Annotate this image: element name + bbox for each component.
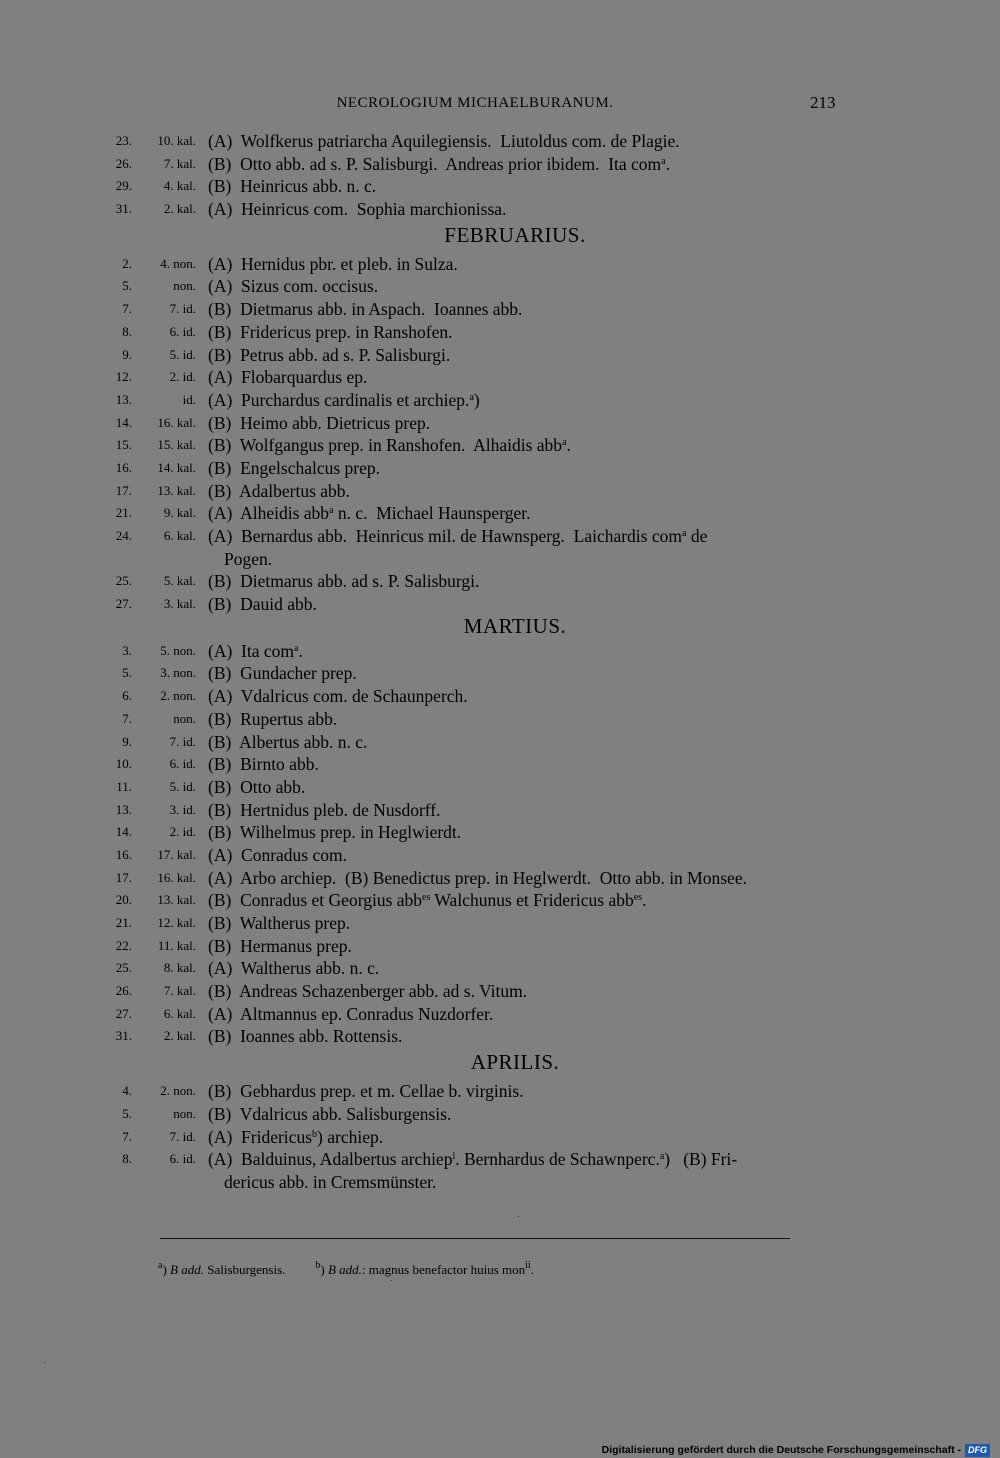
- entry-day: 21.: [115, 505, 132, 521]
- entry-segment: ): [473, 389, 480, 410]
- entry-roman-date: 2. id.: [169, 824, 196, 840]
- entry-day: 14.: [115, 414, 132, 430]
- entry-row: [0, 173, 1000, 196]
- entry-segment: (B) Dietmarus abb. in Aspach. Ioannes abb.: [208, 299, 523, 320]
- entry-text: [208, 1025, 838, 1048]
- entry-text: [208, 344, 838, 367]
- superscript: es: [633, 892, 643, 904]
- entry-roman-date: 12. kal.: [157, 915, 196, 931]
- entry-segment: (A) Flobarquardus ep.: [208, 367, 368, 388]
- entry-text: [208, 776, 838, 799]
- entry-segment: (A) Altmannus ep. Conradus Nuzdorfer.: [208, 1003, 494, 1024]
- entry-row: [0, 865, 1000, 888]
- entry-row: [0, 955, 1000, 978]
- entry-text: [208, 844, 838, 867]
- entry-row: [0, 1101, 1000, 1124]
- entry-segment: (B) Wilhelmus prep. in Heglwierdt.: [208, 822, 462, 843]
- footnote-text: : magnus benefactor huius mon: [361, 1262, 526, 1277]
- entry-row: [0, 1124, 1000, 1147]
- entry-roman-date: 8. kal.: [163, 960, 196, 976]
- entry-row: [0, 342, 1000, 365]
- entry-text: [208, 708, 838, 731]
- entry-row: [0, 455, 1000, 478]
- entry-text: [208, 593, 838, 616]
- entry-roman-date: 7. id.: [169, 301, 196, 317]
- entry-segment: .: [566, 435, 571, 456]
- entry-segment: (B) Gebhardus prep. et m. Cellae b. virginis.: [208, 1081, 524, 1102]
- entry-roman-date: non.: [173, 278, 196, 294]
- entry-row: [0, 683, 1000, 706]
- entry-text: [208, 867, 838, 890]
- footnote-mark: a: [158, 1260, 163, 1271]
- footnotes: [158, 1262, 564, 1278]
- entry-segment: . Bernhardus de Schawnperc.: [455, 1149, 660, 1170]
- entry-day: 12.: [115, 369, 132, 385]
- month-heading: APRILIS.: [470, 1050, 560, 1075]
- entry-roman-date: 2. non.: [160, 688, 196, 704]
- superscript: a: [682, 528, 687, 539]
- superscript: a: [294, 642, 299, 654]
- entry-roman-date: 9. kal.: [163, 505, 196, 521]
- entry-segment: (B) Engelschalcus prep.: [208, 457, 381, 478]
- footnote-source: B add.: [170, 1262, 204, 1277]
- dfg-logo-icon: DFG: [965, 1444, 990, 1457]
- entry-segment: (B) Andreas Schazenberger abb. ad s. Vitum.: [208, 981, 528, 1002]
- entry-roman-date: 6. id.: [169, 756, 196, 772]
- entry-row: [0, 910, 1000, 933]
- entry-row: [0, 296, 1000, 319]
- entry-day: 7.: [122, 1128, 132, 1144]
- entry-segment: (A) Balduinus, Adalbertus archiep: [208, 1149, 453, 1170]
- entry-segment: .: [642, 890, 647, 911]
- entry-text: [208, 753, 838, 776]
- page-number: 213: [810, 93, 836, 112]
- entry-text: [208, 731, 838, 754]
- entry-text: [208, 298, 838, 321]
- entry-row: [0, 128, 1000, 151]
- entry-segment: (B) Fridericus prep. in Ranshofen.: [208, 321, 453, 342]
- entry-roman-date: 13. kal.: [157, 482, 196, 498]
- entry-segment: (A) Alheidis abb: [208, 503, 330, 524]
- entry-row: [0, 478, 1000, 501]
- footnote: $^b$) B add.: magnus benefactor huius mon$^{ii}$.: [315, 1260, 534, 1277]
- entry-day: 23.: [115, 133, 132, 148]
- entry-day: 24.: [115, 528, 132, 543]
- entry-row: [0, 751, 1000, 774]
- entry-segment: (A) Conradus com.: [208, 844, 348, 865]
- entry-segment: n. c. Michael Haunsperger.: [333, 503, 531, 524]
- entry-roman-date: 2. kal.: [163, 201, 196, 217]
- entry-segment: (B) Dietmarus abb. ad s. P. Salisburgi.: [208, 571, 480, 592]
- entry-day: 16.: [115, 459, 132, 475]
- entry-segment: (B) Otto abb. ad s. P. Salisburgi. Andreas prior ibidem. Ita com: [208, 153, 662, 174]
- entry-row: [0, 151, 1000, 174]
- entry-text: [208, 153, 838, 176]
- entry-segment: (B) Otto abb.: [208, 776, 306, 797]
- entry-row: [0, 660, 1000, 683]
- entry-roman-date: 5. id.: [169, 346, 196, 362]
- entry-row: [0, 706, 1000, 729]
- entry-text: [208, 821, 838, 844]
- entry-text: [208, 1126, 838, 1149]
- entry-day: 7.: [122, 710, 132, 726]
- entry-row: [0, 196, 1000, 219]
- entry-segment: (B) Birnto abb.: [208, 754, 319, 775]
- entry-day: 11.: [116, 778, 132, 794]
- entry-day: 26.: [115, 983, 132, 999]
- entry-row: [0, 978, 1000, 1001]
- entry-day: 15.: [115, 437, 132, 453]
- entry-roman-date: 10. kal.: [157, 133, 196, 148]
- entry-day: 5.: [122, 665, 132, 681]
- entry-text: [208, 957, 838, 980]
- entry-text: [208, 685, 838, 708]
- entry-text: [208, 1148, 838, 1193]
- entry-day: 27.: [115, 596, 132, 612]
- entry-day: 8.: [122, 323, 132, 339]
- entry-segment: (A) Fridericus: [208, 1126, 313, 1147]
- entry-row: [0, 387, 1000, 410]
- dfg-credit: [602, 1443, 990, 1457]
- entry-segment: (B) Hermanus prep.: [208, 935, 352, 956]
- entry-segment: ) archiep.: [317, 1126, 384, 1147]
- entry-roman-date: 6. id.: [169, 1151, 196, 1167]
- entry-row: [0, 1146, 1000, 1191]
- entry-roman-date: id.: [182, 391, 196, 407]
- entry-row: [0, 842, 1000, 865]
- entry-row: [0, 638, 1000, 661]
- superscript: a: [562, 437, 567, 449]
- entry-day: 10.: [115, 756, 132, 772]
- month-heading: FEBRUARIUS.: [444, 222, 586, 247]
- entry-day: 16.: [115, 846, 132, 862]
- superscript: a: [661, 155, 666, 167]
- entry-roman-date: 5. kal.: [163, 573, 196, 589]
- entry-segment: (B) Albertus abb. n. c.: [208, 731, 368, 752]
- entry-text: [208, 412, 838, 435]
- entry-text: [208, 130, 838, 153]
- entry-segment: (B) Gundacher prep.: [208, 663, 357, 684]
- entry-segment: (A) Wolfkerus patriarcha Aquilegiensis. Liutoldus com. de Plagie.: [208, 131, 680, 151]
- entry-day: 29.: [115, 178, 132, 194]
- entry-day: 31.: [115, 201, 132, 217]
- entry-row: [0, 273, 1000, 296]
- entry-roman-date: 15. kal.: [157, 437, 196, 453]
- entry-segment: Walchunus et Fridericus abb: [430, 890, 634, 911]
- entry-day: 2.: [122, 255, 132, 271]
- entry-segment: (B) Heimo abb. Dietricus prep.: [208, 412, 431, 433]
- entry-roman-date: 16. kal.: [157, 414, 196, 430]
- footnote-rule: [160, 1238, 790, 1239]
- entry-segment: (B) Dauid abb.: [208, 594, 317, 615]
- entry-roman-date: 2. non.: [160, 1083, 196, 1099]
- entry-text: [208, 366, 838, 389]
- entry-row: [0, 319, 1000, 342]
- entry-roman-date: non.: [173, 710, 196, 726]
- entry-roman-date: 16. kal.: [157, 869, 196, 885]
- entry-text: [208, 980, 838, 1003]
- entry-text: [208, 640, 838, 663]
- entry-segment: (B) Adalbertus abb.: [208, 480, 350, 501]
- entry-row: [0, 500, 1000, 523]
- entry-text: [208, 389, 838, 412]
- entry-text: [208, 570, 838, 593]
- entry-segment: (A) Bernardus abb. Heinricus mil. de Hawnsperg. Laichardis com: [208, 526, 682, 546]
- entry-row: [0, 591, 1000, 614]
- necrology-entries: [0, 128, 1000, 1192]
- superscript: a: [659, 1151, 665, 1163]
- entry-day: 13.: [115, 391, 132, 407]
- entry-segment: (B) Petrus abb. ad s. P. Salisburgi.: [208, 344, 451, 365]
- entry-text: [208, 912, 838, 935]
- entry-segment: (A) Vdalricus com. de Schaunperch.: [208, 686, 468, 707]
- entry-day: 26.: [115, 155, 132, 171]
- entry-segment: (B) Hertnidus pleb. de Nusdorff.: [208, 799, 441, 820]
- entry-roman-date: 2. id.: [169, 369, 196, 385]
- entry-roman-date: 7. id.: [169, 1128, 196, 1144]
- entry-day: 5.: [122, 1105, 132, 1121]
- superscript: ii: [525, 1260, 531, 1271]
- entry-text: [208, 935, 838, 958]
- entry-day: 9.: [122, 733, 132, 749]
- running-title: NECROLOGIUM MICHAELBURANUM.: [336, 95, 614, 111]
- entry-segment: (B) Wolfgangus prep. in Ranshofen. Alhaidis abb: [208, 435, 563, 456]
- entry-row: [0, 568, 1000, 591]
- entry-roman-date: 14. kal.: [157, 459, 196, 475]
- entry-roman-date: 4. kal.: [163, 178, 196, 194]
- entry-roman-date: 3. kal.: [163, 596, 196, 612]
- entry-roman-date: 7. kal.: [163, 983, 196, 999]
- entry-text: [208, 457, 838, 480]
- entry-day: 9.: [122, 346, 132, 362]
- entry-segment: ) (B) Fri-: [664, 1149, 738, 1170]
- entry-day: 17.: [115, 869, 132, 885]
- entry-text: [208, 1080, 838, 1103]
- superscript: a: [329, 505, 334, 517]
- entry-text: [208, 275, 838, 298]
- entry-segment: (A) Ita com: [208, 640, 295, 661]
- entry-segment: (A) Arbo archiep. (B) Benedictus prep. in Heglwerdt. Otto abb. in Monsee.: [208, 867, 747, 888]
- entry-continuation: Pogen.: [224, 548, 273, 569]
- entry-row: [0, 887, 1000, 910]
- entry-segment: (B) Ioannes abb. Rottensis.: [208, 1026, 403, 1047]
- entry-row: [0, 819, 1000, 842]
- entry-text: [208, 525, 838, 570]
- entry-segment: .: [298, 640, 303, 661]
- entry-row: [0, 251, 1000, 274]
- month-heading: MARTIUS.: [463, 613, 567, 638]
- entry-text: [208, 175, 838, 198]
- entry-roman-date: 5. non.: [160, 642, 196, 658]
- entry-segment: (B) Waltherus prep.: [208, 913, 351, 934]
- entry-day: 22.: [115, 937, 132, 953]
- superscript: i: [452, 1151, 456, 1163]
- entry-day: 17.: [115, 482, 132, 498]
- footnote: $^a$) B add. Salisburgensis.: [158, 1260, 286, 1277]
- entry-text: [208, 434, 838, 457]
- entry-text: [208, 502, 838, 525]
- superscript: b: [312, 1128, 318, 1140]
- entry-roman-date: 4. non.: [160, 255, 196, 271]
- entry-day: 13.: [115, 801, 132, 817]
- entry-roman-date: 2. kal.: [163, 1028, 196, 1044]
- entry-row: [0, 523, 1000, 568]
- entry-text: [208, 889, 838, 912]
- entry-roman-date: 7. kal.: [163, 155, 196, 171]
- entry-continuation: dericus abb. in Cremsmünster.: [224, 1171, 437, 1192]
- entry-roman-date: 6. kal.: [163, 528, 196, 543]
- entry-text: [208, 321, 838, 344]
- superscript: a: [469, 391, 474, 403]
- entry-row: [0, 432, 1000, 455]
- entry-row: [0, 933, 1000, 956]
- entry-day: 7.: [122, 301, 132, 317]
- entry-row: [0, 729, 1000, 752]
- footnote-mark: b: [315, 1260, 321, 1271]
- entry-text: [208, 662, 838, 685]
- entry-day: 8.: [122, 1151, 132, 1167]
- entry-roman-date: 3. non.: [160, 665, 196, 681]
- entry-day: 4.: [122, 1083, 132, 1099]
- superscript: es: [422, 892, 431, 904]
- entry-segment: (B) Rupertus abb.: [208, 708, 338, 729]
- entry-text: [208, 198, 838, 221]
- entry-day: 25.: [115, 960, 132, 976]
- entry-segment: (B) Conradus et Georgius abb: [208, 890, 423, 911]
- entry-roman-date: 13. kal.: [157, 892, 196, 908]
- entry-row: [0, 1078, 1000, 1101]
- entry-roman-date: 6. kal.: [163, 1005, 196, 1021]
- entry-roman-date: 7. id.: [169, 733, 196, 749]
- entry-segment: (B) Vdalricus abb. Salisburgensis.: [208, 1103, 452, 1124]
- footnote-source: B add.: [327, 1262, 362, 1277]
- entry-day: 3.: [122, 642, 132, 658]
- entry-day: 21.: [115, 915, 132, 931]
- entry-segment: de: [686, 526, 708, 546]
- entry-roman-date: non.: [173, 1105, 196, 1121]
- entry-row: [0, 797, 1000, 820]
- entry-day: 25.: [115, 573, 132, 589]
- entry-roman-date: 5. id.: [169, 778, 196, 794]
- entry-text: [208, 1103, 838, 1126]
- entry-day: 27.: [115, 1005, 132, 1021]
- footnote-text: Salisburgensis.: [204, 1262, 286, 1277]
- entry-day: 31.: [115, 1028, 132, 1044]
- entry-segment: (A) Heinricus com. Sophia marchionissa.: [208, 199, 507, 220]
- entry-segment: (A) Hernidus pbr. et pleb. in Sulza.: [208, 253, 458, 274]
- entry-segment: (A) Sizus com. occisus.: [208, 276, 379, 297]
- entry-text: [208, 480, 838, 503]
- entry-segment: (A) Waltherus abb. n. c.: [208, 958, 380, 979]
- entry-day: 6.: [122, 688, 132, 704]
- entry-day: 14.: [115, 824, 132, 840]
- entry-row: [0, 410, 1000, 433]
- entry-row: [0, 1023, 1000, 1046]
- entry-segment: .: [665, 153, 670, 174]
- footnote-end: .: [530, 1262, 534, 1277]
- entry-day: 20.: [115, 892, 132, 908]
- entry-roman-date: 3. id.: [169, 801, 196, 817]
- entry-roman-date: 17. kal.: [157, 846, 196, 862]
- entry-row: [0, 774, 1000, 797]
- entry-text: [208, 253, 838, 276]
- entry-row: [0, 364, 1000, 387]
- credit-text: Digitalisierung gefördert durch die Deutsche Forschungsgemeinschaft -: [601, 1444, 961, 1456]
- entry-row: [0, 1001, 1000, 1024]
- entry-text: [208, 799, 838, 822]
- entry-segment: (B) Heinricus abb. n. c.: [208, 176, 377, 197]
- entry-roman-date: 6. id.: [169, 323, 196, 339]
- entry-segment: (A) Purchardus cardinalis et archiep.: [208, 389, 470, 410]
- entry-day: 5.: [122, 278, 132, 294]
- entry-roman-date: 11. kal.: [157, 937, 196, 953]
- entry-text: [208, 1003, 838, 1026]
